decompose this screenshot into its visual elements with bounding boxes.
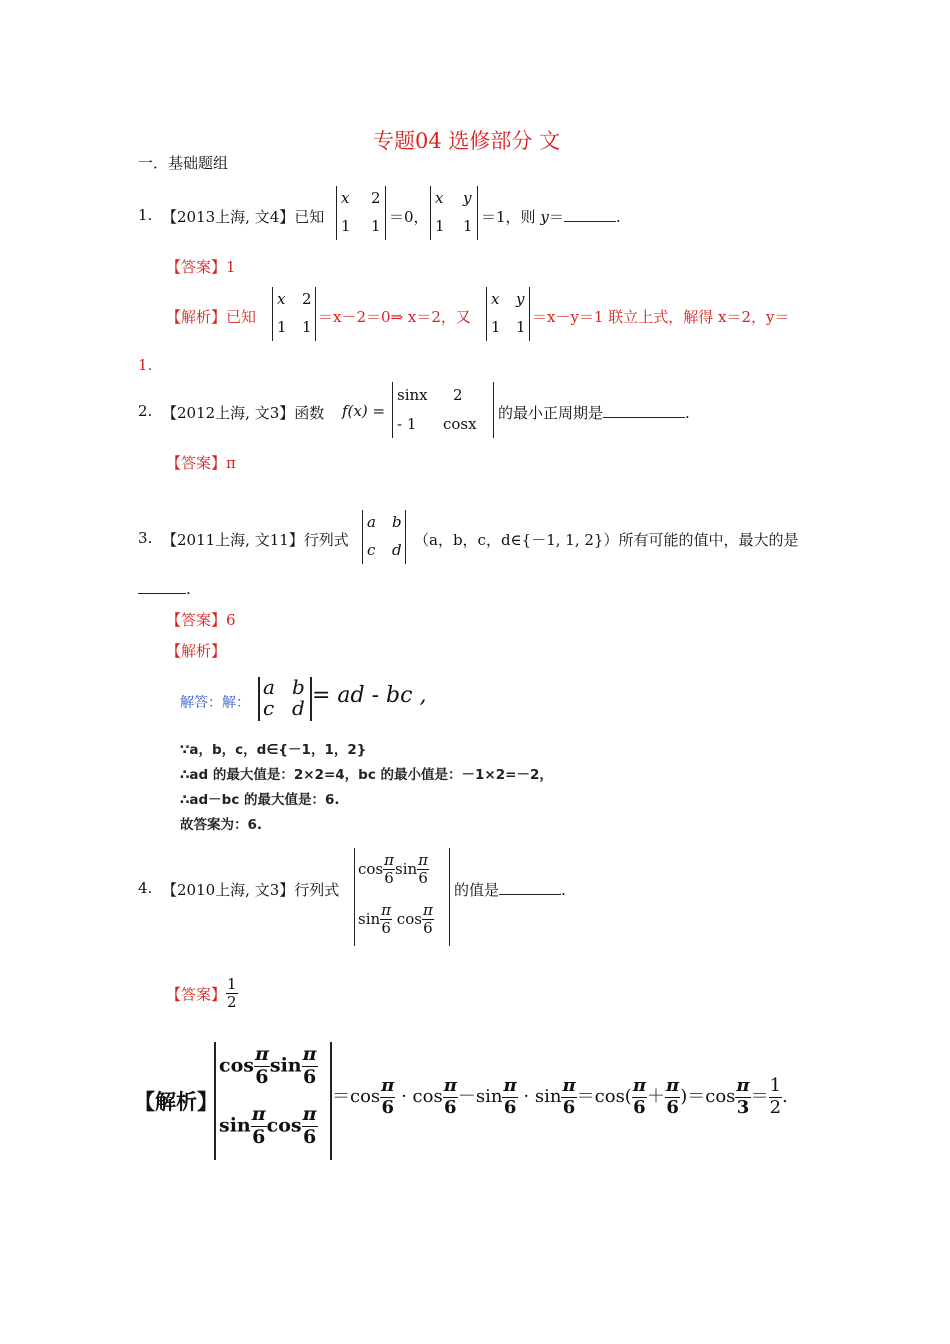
answer-value: π: [226, 454, 236, 472]
answer-fraction: [226, 976, 238, 1012]
frac-num: π: [302, 1103, 317, 1125]
expr-eq-cos: ＝cos: [332, 1086, 381, 1108]
det-cell: x: [435, 189, 444, 207]
q4-an-row-1: [219, 1044, 318, 1089]
expr-final-eq: ＝: [750, 1086, 769, 1108]
q3-solution-line-2: ∴ad 的最大值是：2×2=4，bc 的最小值是：－1×2=－2，: [180, 767, 553, 783]
det-cell: x: [277, 290, 286, 308]
answer-label: 【答案】: [166, 985, 227, 1004]
q3-solution-head: 解答：解：: [180, 695, 250, 711]
expr-cos: cos: [412, 1086, 443, 1108]
frac-num: π: [562, 1075, 576, 1096]
section-heading: 一．基础题组: [138, 154, 229, 172]
det-cell: 1: [277, 318, 287, 336]
q3-source: 【2011上海, 文11】行列式: [162, 531, 349, 549]
pi-over-6: [417, 852, 429, 888]
det-cell: x: [491, 290, 500, 308]
q4-an-row-2: [219, 1104, 318, 1149]
q1-analysis-det-1: [272, 287, 316, 341]
answer-label: 【答案】: [166, 258, 227, 276]
det-cell: 2: [453, 386, 463, 404]
q4-det-row-2: [358, 902, 434, 938]
pi-over-6: [383, 852, 395, 888]
frac-num: π: [422, 901, 433, 919]
det-cell: 1: [302, 318, 312, 336]
frac-den: 3: [736, 1096, 750, 1118]
q2-determinant: [392, 382, 494, 438]
det-cell: 1: [516, 318, 526, 336]
cos-text: cos: [358, 859, 384, 878]
answer-value: 1: [226, 258, 236, 276]
frac-num: π: [254, 1043, 269, 1065]
q1-end: .: [615, 208, 621, 226]
expr-eq-cos-paren: ＝cos(: [576, 1086, 632, 1108]
frac-den: 6: [503, 1096, 517, 1118]
det-cell: sinx: [397, 386, 428, 404]
cos-text: cos: [396, 909, 422, 928]
expr-close: )＝cos: [680, 1086, 736, 1108]
q4-analysis-expression: [332, 1076, 788, 1118]
q4-blank: [499, 881, 561, 895]
q1-eq0: ＝0，: [389, 208, 429, 226]
pi-over-6: [380, 902, 392, 938]
q2-tail-text: 的最小正周期是: [498, 404, 604, 422]
det-cell: y: [463, 189, 472, 207]
q2-source: 【2012上海, 文3】函数: [162, 404, 325, 422]
det-cell: 1: [463, 217, 473, 235]
q1-analysis-wrap: 1.: [138, 356, 153, 374]
q4-det-row-1: [358, 852, 429, 888]
q1-analysis-post: ＝x－y＝1 联立上式，解得 x＝2，y＝: [532, 308, 790, 326]
sin-text: sin: [395, 859, 418, 878]
q2-tail: [498, 402, 690, 423]
frac-num: 1: [227, 975, 237, 993]
expr-dot: ·: [523, 1086, 530, 1108]
frac-den: 6: [255, 1065, 269, 1088]
det-cell: a: [367, 513, 376, 531]
q4-tail: [454, 879, 566, 900]
q4-analysis-determinant: [214, 1042, 332, 1160]
frac-den: 6: [384, 869, 394, 888]
frac-den: 6: [633, 1096, 646, 1118]
det-cell: x: [341, 189, 350, 207]
det-cell: 2: [371, 189, 381, 207]
frac-den: 6: [381, 919, 391, 938]
q4-determinant: [354, 848, 450, 946]
frac-den: 6: [381, 1096, 395, 1118]
frac-den: 6: [444, 1096, 457, 1118]
q1-tail: ＝: [548, 208, 564, 226]
frac-num: π: [503, 1075, 517, 1096]
frac-den: 2: [769, 1096, 782, 1118]
expr-plus: ＋: [647, 1086, 666, 1108]
q1-analysis-label: [166, 306, 256, 327]
frac-num: π: [736, 1075, 750, 1096]
q1-answer: [166, 256, 236, 277]
det-cell: d: [392, 541, 402, 559]
answer-label: 【答案】: [166, 454, 227, 472]
pi-over-6: [632, 1076, 647, 1118]
q2-end: .: [685, 404, 690, 422]
q4-analysis-label: 【解析】: [134, 1090, 218, 1114]
frac-num: π: [632, 1075, 647, 1096]
frac-den: 6: [418, 869, 428, 888]
answer-label: 【答案】: [166, 611, 227, 629]
pi-over-6: [422, 902, 434, 938]
page-title: 专题04 选修部分 文: [373, 129, 561, 153]
cos-text: cos: [219, 1054, 254, 1077]
frac-den: 6: [423, 919, 433, 938]
det-cell: y: [516, 290, 525, 308]
q1-analysis-det-2: [486, 287, 530, 341]
det-cell: b: [292, 675, 305, 699]
q2-function: f(x) =: [342, 402, 386, 420]
q3-number: 3.: [138, 529, 153, 547]
frac-num: π: [384, 851, 394, 869]
q3-condition: （a，b，c，d∈{－1, 1, 2}）所有可能的值中，最大的是: [414, 531, 799, 549]
frac-den: 2: [227, 993, 237, 1012]
q2-answer: [166, 452, 236, 473]
det-cell: - 1: [397, 415, 417, 433]
det-cell: c: [367, 541, 376, 559]
pi-over-6: [561, 1076, 576, 1118]
frac-num: π: [666, 1075, 680, 1096]
q4-number: 4.: [138, 879, 153, 897]
pi-over-6: [302, 1104, 318, 1149]
det-cell: 1: [371, 217, 381, 235]
sin-text: sin: [219, 1114, 251, 1137]
q3-end: .: [186, 580, 191, 598]
pi-over-6: [302, 1044, 318, 1089]
det-cell: 1: [491, 318, 501, 336]
frac-den: 6: [252, 1125, 266, 1148]
q3-solution-determinant: [258, 677, 312, 721]
frac-num: 1: [769, 1075, 782, 1096]
q1-blank: [564, 208, 616, 222]
det-cell: d: [292, 696, 305, 720]
frac-den: 6: [302, 1125, 317, 1148]
pi-over-6: [254, 1044, 270, 1089]
q4-end: .: [561, 881, 566, 899]
q3-answer: [166, 609, 236, 630]
det-cell: 2: [302, 290, 312, 308]
q1-eq1: [481, 206, 621, 227]
answer-value: 6: [226, 611, 236, 629]
pi-over-6: [502, 1076, 517, 1118]
pi-over-3: [735, 1076, 750, 1118]
q1-number: 1.: [138, 206, 153, 224]
q3-analysis: 【解析】: [166, 642, 227, 660]
q3-solution-line-1: ∵a，b，c，d∈{－1，1，2}: [180, 742, 367, 758]
frac-den: 6: [666, 1096, 679, 1118]
cos-text: cos: [266, 1114, 302, 1137]
sin-text: sin: [269, 1054, 302, 1077]
q3-blank: [138, 580, 186, 594]
expr-sin: sin: [534, 1086, 562, 1108]
q3-solution-eq: = ad - bc ,: [312, 683, 427, 708]
q4-tail-text: 的值是: [454, 881, 500, 899]
det-cell: cosx: [443, 415, 477, 433]
frac-num: π: [381, 1075, 395, 1096]
q2-blank: [603, 404, 685, 418]
q1-analysis-mid: ＝x－2＝0⇒ x＝2，又: [318, 308, 471, 326]
frac-num: π: [381, 901, 392, 919]
pi-over-6: [251, 1104, 267, 1149]
q3-blank-line: [138, 580, 191, 598]
frac-num: π: [418, 851, 429, 869]
q1-source: 【2013上海, 文4】已知: [162, 208, 325, 226]
q1-var: y: [540, 208, 549, 226]
q1-eq1-text: ＝1，则: [481, 208, 536, 226]
frac-num: π: [302, 1043, 317, 1065]
expr-period: .: [782, 1086, 788, 1108]
q3-solution-line-4: 故答案为：6.: [180, 817, 263, 833]
det-cell: c: [263, 696, 275, 720]
det-cell: b: [392, 513, 402, 531]
frac-num: π: [443, 1075, 457, 1096]
q1-determinant-2: [430, 186, 478, 240]
q4-source: 【2010上海, 文3】行列式: [162, 881, 340, 899]
det-cell: 1: [341, 217, 351, 235]
q3-solution-line-3: ∴ad－bc 的最大值是：6.: [180, 792, 340, 808]
det-cell: a: [263, 675, 275, 699]
q2-number: 2.: [138, 402, 153, 420]
expr-dot: ·: [401, 1086, 407, 1108]
analysis-label: 【解析】: [166, 308, 227, 326]
frac-den: 6: [302, 1065, 317, 1088]
one-half: [769, 1076, 782, 1118]
frac-den: 6: [562, 1096, 576, 1118]
frac-num: π: [251, 1103, 266, 1125]
q1-determinant-1: [336, 186, 386, 240]
q4-answer: [166, 976, 238, 1012]
det-cell: 1: [435, 217, 445, 235]
analysis-pre: 已知: [226, 308, 257, 326]
sin-text: sin: [358, 909, 381, 928]
expr-minus-sin: －sin: [457, 1086, 503, 1108]
pi-over-6: [443, 1076, 458, 1118]
pi-over-6: [665, 1076, 680, 1118]
pi-over-6: [380, 1076, 395, 1118]
q3-determinant: [362, 510, 406, 564]
